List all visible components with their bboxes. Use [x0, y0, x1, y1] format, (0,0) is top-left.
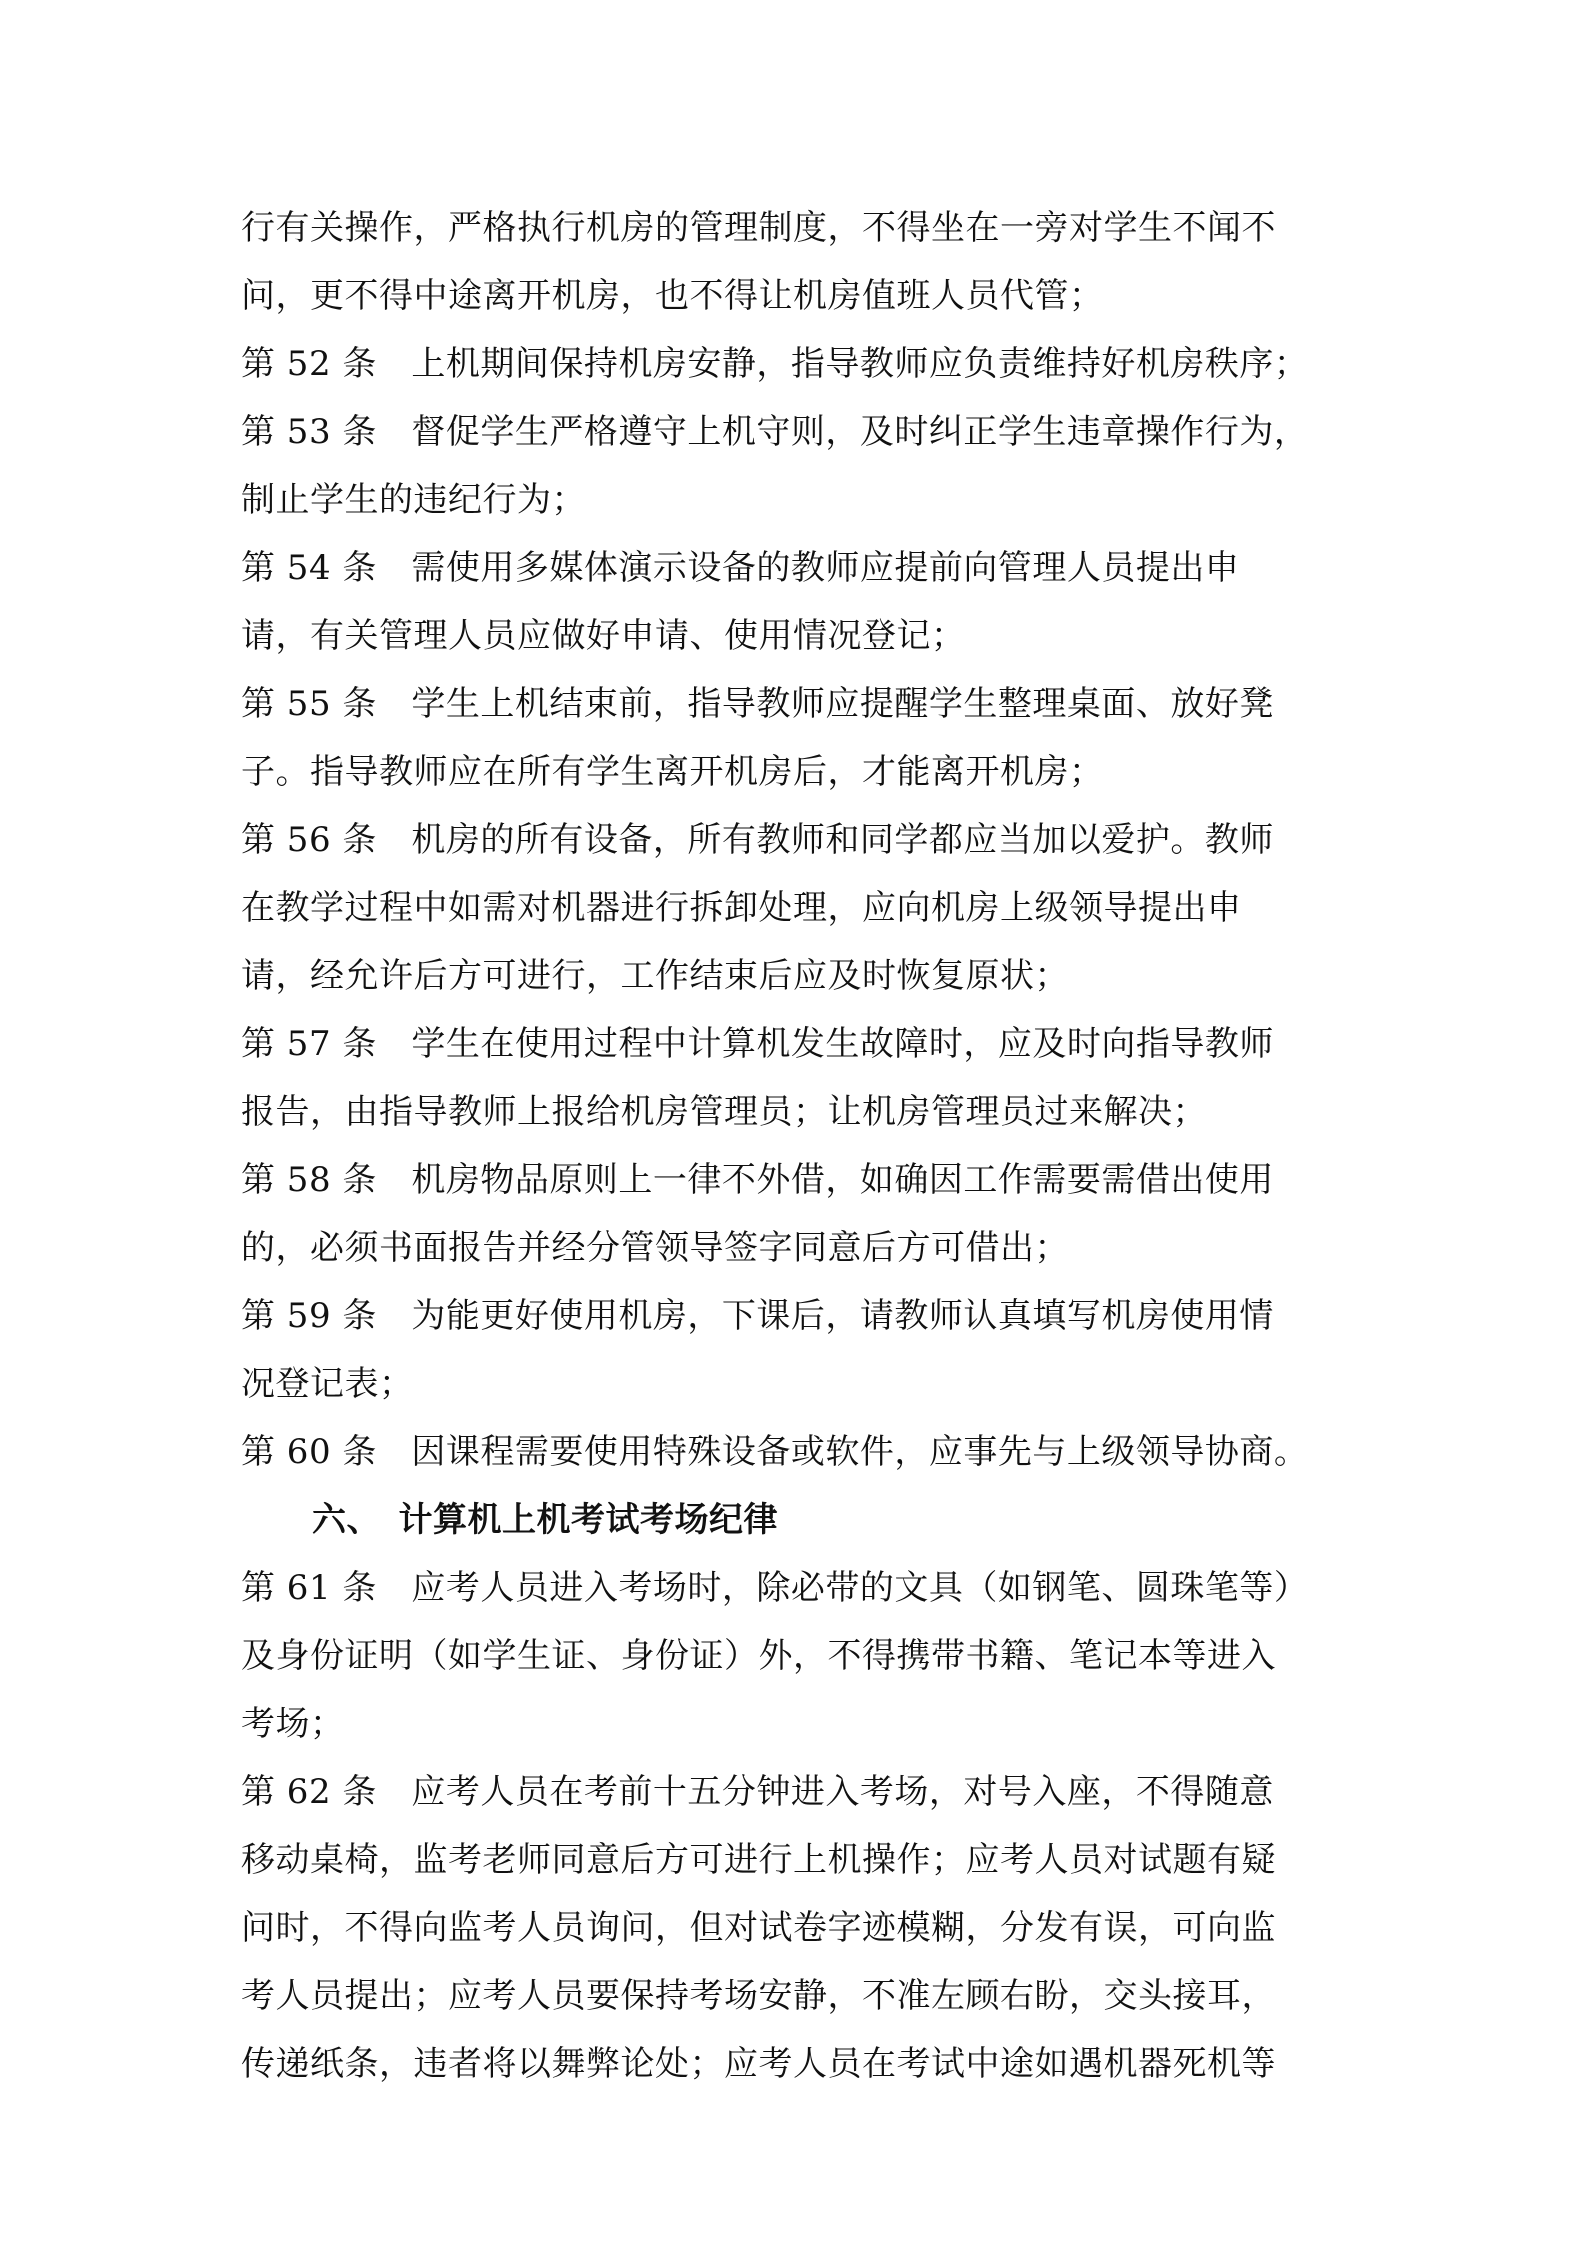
text-line: 及身份证明（如学生证、身份证）外，不得携带书籍、笔记本等进入 — [241, 1636, 1276, 1676]
text-line: 制止学生的违纪行为； — [241, 480, 586, 520]
article-52: 第 52 条 上机期间保持机房安静，指导教师应负责维持好机房秩序； — [241, 344, 1309, 384]
text-line: 考场； — [241, 1704, 345, 1744]
article-58: 第 58 条 机房物品原则上一律不外借，如确因工作需要需借出使用 — [241, 1160, 1274, 1200]
text-line: 的，必须书面报告并经分管领导签字同意后方可借出； — [241, 1228, 1069, 1268]
text-line: 传递纸条，违者将以舞弊论处；应考人员在考试中途如遇机器死机等 — [241, 2044, 1276, 2084]
text-line: 况登记表； — [241, 1364, 414, 1404]
text-line: 子。指导教师应在所有学生离开机房后，才能离开机房； — [241, 752, 1104, 792]
article-54: 第 54 条 需使用多媒体演示设备的教师应提前向管理人员提出申 — [241, 548, 1240, 588]
article-57: 第 57 条 学生在使用过程中计算机发生故障时，应及时向指导教师 — [241, 1024, 1274, 1064]
section-heading: 六、 计算机上机考试考场纪律 — [312, 1500, 778, 1540]
text-line: 问时，不得向监考人员询问，但对试卷字迹模糊，分发有误，可向监 — [241, 1908, 1276, 1948]
text-line: 在教学过程中如需对机器进行拆卸处理，应向机房上级领导提出申 — [241, 888, 1242, 928]
text-line: 请，有关管理人员应做好申请、使用情况登记； — [241, 616, 966, 656]
article-56: 第 56 条 机房的所有设备，所有教师和同学都应当加以爱护。教师 — [241, 820, 1274, 860]
text-line: 报告，由指导教师上报给机房管理员；让机房管理员过来解决； — [241, 1092, 1207, 1132]
text-line: 请，经允许后方可进行，工作结束后应及时恢复原状； — [241, 956, 1069, 996]
text-line: 行有关操作，严格执行机房的管理制度，不得坐在一旁对学生不闻不 — [241, 208, 1276, 248]
article-55: 第 55 条 学生上机结束前，指导教师应提醒学生整理桌面、放好凳 — [241, 684, 1274, 724]
article-60: 第 60 条 因课程需要使用特殊设备或软件，应事先与上级领导协商。 — [241, 1432, 1309, 1472]
article-59: 第 59 条 为能更好使用机房，下课后，请教师认真填写机房使用情 — [241, 1296, 1274, 1336]
article-53: 第 53 条 督促学生严格遵守上机守则，及时纠正学生违章操作行为， — [241, 412, 1309, 452]
article-62: 第 62 条 应考人员在考前十五分钟进入考场，对号入座，不得随意 — [241, 1772, 1274, 1812]
text-line: 移动桌椅，监考老师同意后方可进行上机操作；应考人员对试题有疑 — [241, 1840, 1276, 1880]
text-line: 问，更不得中途离开机房，也不得让机房值班人员代管； — [241, 276, 1104, 316]
text-line: 考人员提出；应考人员要保持考场安静，不准左顾右盼，交头接耳， — [241, 1976, 1276, 2016]
article-61: 第 61 条 应考人员进入考场时，除必带的文具（如钢笔、圆珠笔等） — [241, 1568, 1309, 1608]
